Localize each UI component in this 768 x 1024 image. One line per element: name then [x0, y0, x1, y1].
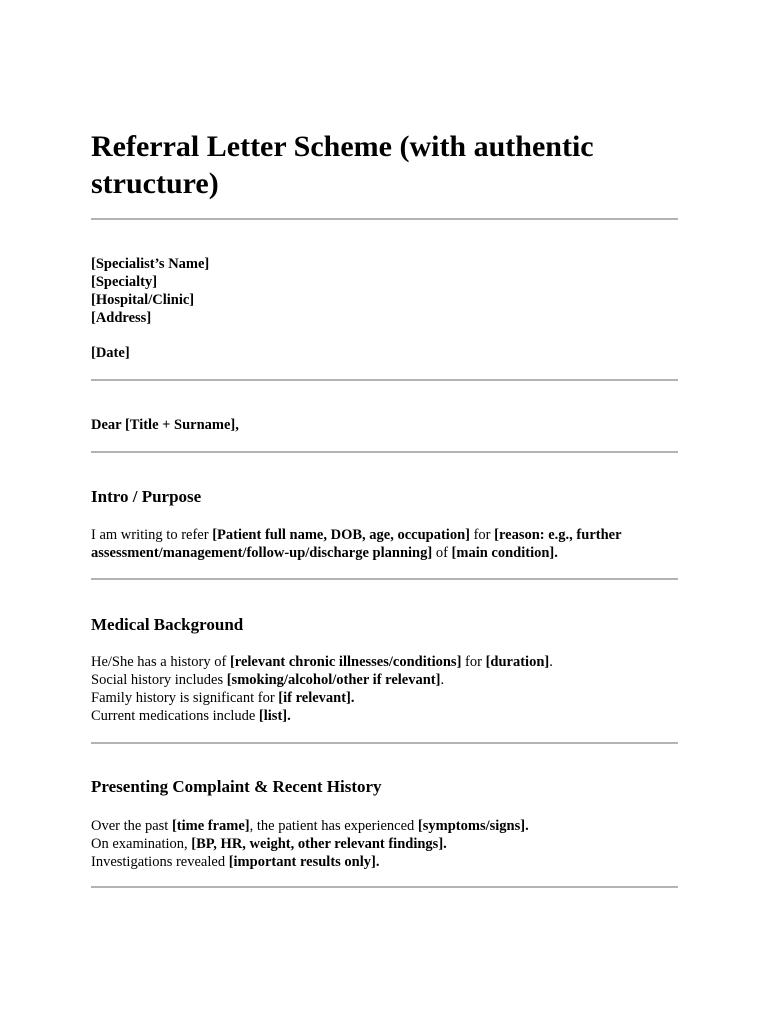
recipient-hospital: [Hospital/Clinic]: [91, 292, 195, 308]
section-heading-presenting: Presenting Complaint & Recent History: [91, 777, 382, 796]
section-heading-medical: Medical Background: [91, 615, 244, 634]
medical-line-1: He/She has a history of [relevant chronic illnesses/conditions] for [duration].: [91, 654, 553, 670]
divider: [91, 218, 678, 220]
medical-paragraph: [91, 653, 678, 725]
medical-line-4: Current medications include [list].: [91, 708, 291, 724]
medical-line-2: Social history includes [smoking/alcohol/other if relevant].: [91, 672, 445, 688]
section-heading-intro: Intro / Purpose: [91, 487, 202, 506]
presenting-line-2: On examination, [BP, HR, weight, other relevant findings].: [91, 836, 447, 852]
recipient-block: [91, 255, 678, 327]
presenting-line-1: Over the past [time frame], the patient has experienced [symptoms/signs].: [91, 818, 529, 834]
document-title: Referral Letter Scheme (with authentic structure): [91, 130, 594, 200]
intro-line-2: assessment/management/follow-up/discharge planning] of [main condition].: [91, 545, 558, 561]
divider: [91, 886, 678, 888]
medical-line-3: Family history is significant for [if relevant].: [91, 690, 355, 706]
recipient-name: [Specialist’s Name]: [91, 256, 210, 272]
divider: [91, 451, 678, 453]
intro-line-1: I am writing to refer [Patient full name, DOB, age, occupation] for [reason: e.g., further: [91, 527, 622, 543]
divider: [91, 379, 678, 381]
letter-date: [Date]: [91, 345, 130, 361]
salutation-text: Dear [Title + Surname],: [91, 417, 239, 433]
intro-paragraph: [91, 526, 678, 562]
divider: [91, 742, 678, 744]
presenting-paragraph: [91, 817, 678, 871]
salutation: [91, 416, 678, 434]
date-line: [91, 344, 678, 362]
divider: [91, 578, 678, 580]
recipient-specialty: [Specialty]: [91, 274, 158, 290]
presenting-line-3: Investigations revealed [important results only].: [91, 854, 380, 870]
recipient-address: [Address]: [91, 310, 152, 326]
